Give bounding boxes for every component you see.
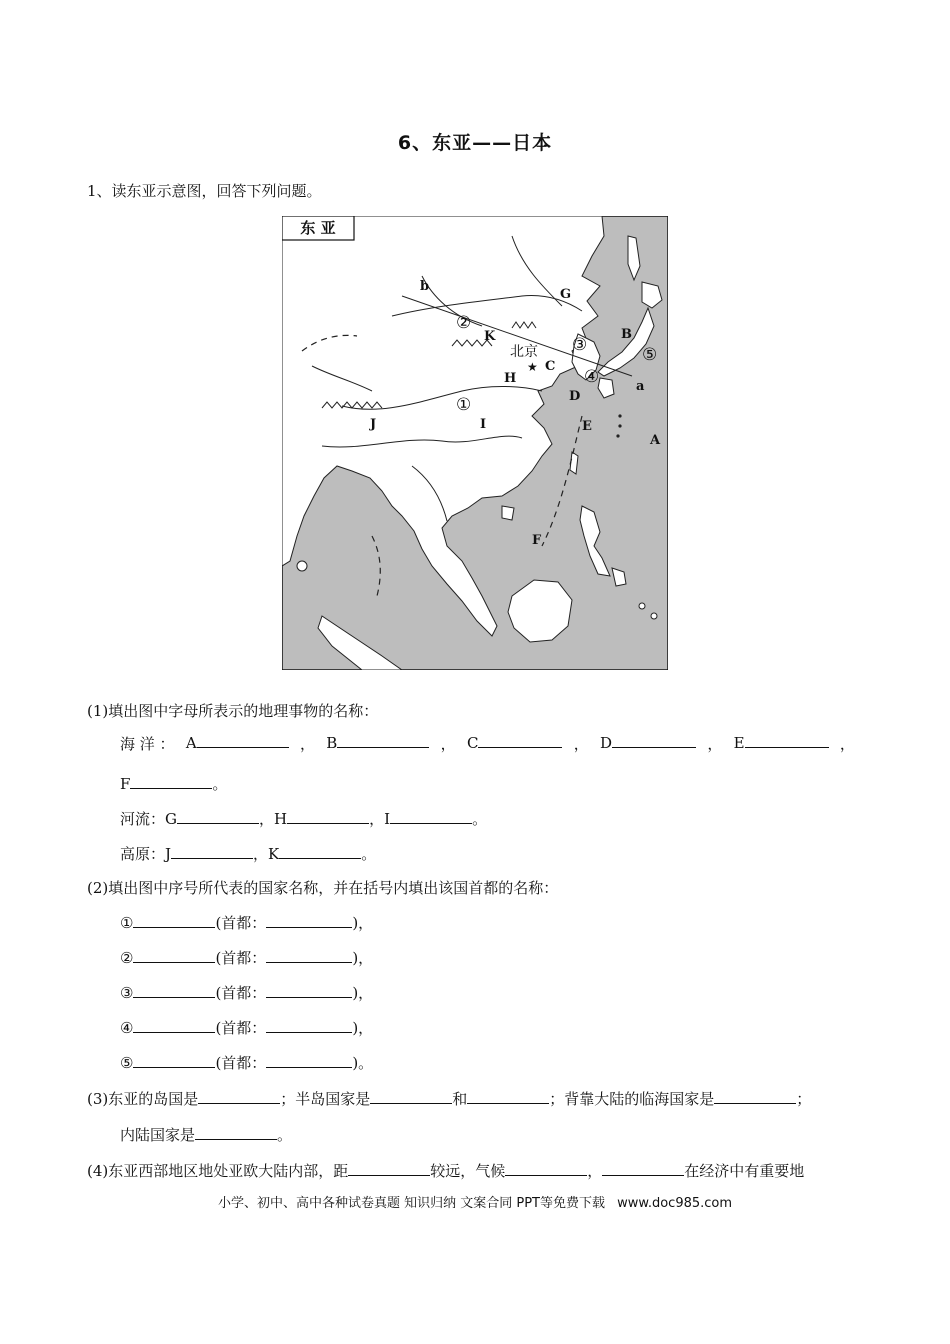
map-letter-D: D (569, 389, 581, 404)
river-row: 河流：G ，H ，I 。 (120, 810, 488, 828)
capital-star-icon: ★ (527, 360, 538, 374)
part-2-prompt: (2)填出图中序号所代表的国家名称，并在括号内填出该国首都的名称： (87, 879, 559, 897)
footer-link[interactable]: www.doc985.com (617, 1196, 733, 1211)
answer-blank[interactable] (133, 1018, 215, 1033)
map-letter-F: F (532, 533, 542, 548)
answer-blank[interactable] (266, 948, 352, 963)
page-footer (0, 1192, 950, 1211)
ocean-item-B: B (326, 733, 429, 754)
hainan-island (502, 506, 514, 520)
map-number-4: ④ (584, 367, 600, 387)
ocean-label: 海 洋 ： (120, 735, 175, 753)
answer-blank[interactable] (133, 983, 215, 998)
answer-blank[interactable] (602, 1161, 684, 1176)
map-letter-B: B (621, 327, 632, 342)
map-number-3: ③ (572, 335, 588, 355)
plateau-row: 高原：J ，K 。 (120, 845, 377, 863)
answer-blank[interactable] (133, 1053, 215, 1068)
ocean-row: 海 洋 ： A ， B ， C ， D ， E ， (120, 734, 855, 753)
answer-blank[interactable] (195, 1125, 277, 1140)
answer-blank[interactable] (198, 1089, 280, 1104)
map-number-5: ⑤ (642, 345, 658, 365)
answer-blank[interactable] (279, 844, 361, 859)
answer-blank[interactable] (266, 1018, 352, 1033)
map-letter-J: J (370, 417, 377, 432)
answer-blank[interactable] (505, 1161, 587, 1176)
country-row-2: ② (首都： )， (120, 949, 374, 967)
answer-blank[interactable] (370, 1089, 452, 1104)
answer-blank[interactable] (130, 774, 212, 789)
footer-text: 小学、初中、高中各种试卷真题 知识归纳 文案合同 PPT等免费下载 (217, 1196, 605, 1211)
part-3-line-2: 内陆国家是 。 (120, 1126, 293, 1144)
ocean-item-E: E (734, 733, 829, 754)
ocean-item-A: A (186, 733, 289, 754)
ocean-item-C: C (467, 733, 562, 754)
answer-blank[interactable] (266, 913, 352, 928)
answer-blank[interactable] (390, 809, 472, 824)
page-title: 6、东亚——日本 (397, 132, 553, 154)
map-title: 东 亚 (300, 219, 336, 237)
answer-blank[interactable] (745, 733, 829, 748)
part-3-line-1: (3)东亚的岛国是 ；半岛国家是 和 ；背靠大陆的临海国家是 ； (87, 1090, 812, 1108)
map-letter-a: a (636, 379, 645, 394)
question-1-prompt: 1、读东亚示意图，回答下列问题。 (87, 182, 322, 200)
river-label: 河流： (120, 810, 166, 828)
part-1-prompt: (1)填出图中字母所表示的地理事物的名称： (87, 702, 379, 720)
map-letter-E: E (582, 419, 592, 434)
map-letter-I: I (480, 417, 487, 432)
answer-blank[interactable] (478, 733, 562, 748)
country-row-3: ③ (首都： )， (120, 984, 374, 1002)
plateau-label: 高原： (120, 845, 166, 863)
answer-blank[interactable] (337, 733, 429, 748)
answer-blank[interactable] (133, 948, 215, 963)
taiwan-island (570, 452, 578, 474)
answer-blank[interactable] (197, 733, 289, 748)
map-letter-A: A (650, 433, 661, 448)
map-letter-H: H (504, 371, 517, 386)
ocean-item-F: F 。 (120, 775, 228, 793)
map-letter-b: b (420, 279, 430, 294)
answer-blank[interactable] (287, 809, 369, 824)
map-letter-K: K (484, 329, 496, 344)
answer-blank[interactable] (467, 1089, 549, 1104)
answer-blank[interactable] (133, 913, 215, 928)
map-number-2: ② (456, 313, 472, 333)
answer-blank[interactable] (177, 809, 259, 824)
answer-blank[interactable] (348, 1161, 430, 1176)
country-row-1: ① (首都： )， (120, 914, 374, 932)
map-letter-C: C (545, 359, 556, 374)
ocean-item-D: D (600, 733, 696, 754)
answer-blank[interactable] (714, 1089, 796, 1104)
answer-blank[interactable] (612, 733, 696, 748)
country-row-4: ④ (首都： )， (120, 1019, 374, 1037)
capital-label: 北京 (510, 344, 538, 360)
answer-blank[interactable] (266, 1053, 352, 1068)
answer-blank[interactable] (171, 844, 253, 859)
answer-blank[interactable] (266, 983, 352, 998)
east-asia-map (282, 216, 668, 670)
map-number-1: ① (456, 395, 472, 415)
map-letter-G: G (560, 287, 572, 302)
country-row-5: ⑤ (首都： )。 (120, 1054, 374, 1072)
part-4-line-1: (4)东亚西部地区地处亚欧大陆内部，距 较远，气候 ， 在经济中有重要地 (87, 1162, 805, 1180)
